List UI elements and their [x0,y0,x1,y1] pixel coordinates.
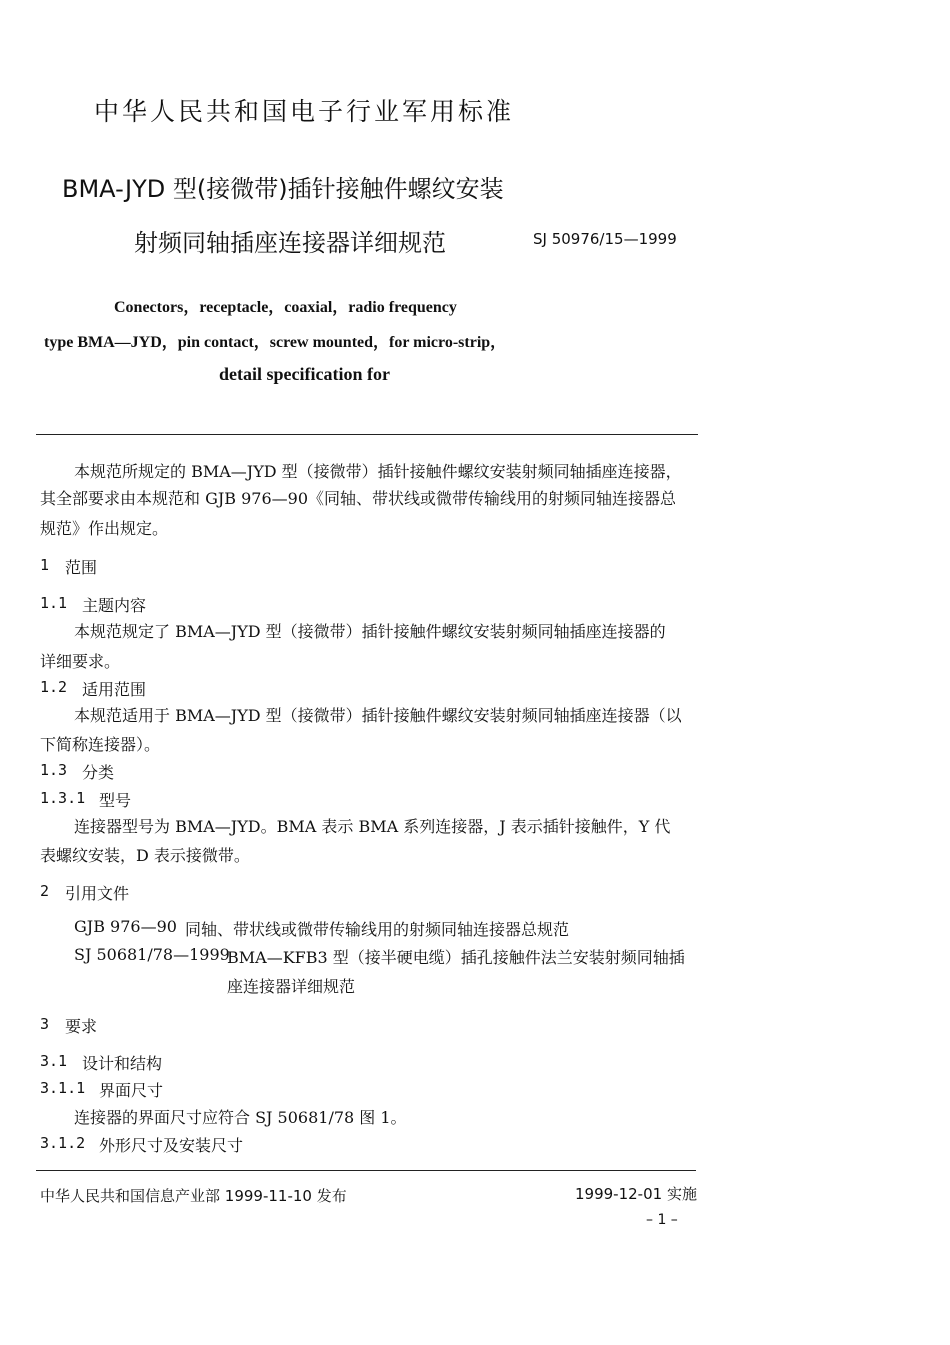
section-3-1-2-number: 3.1.2 [40,1134,86,1152]
section-1-1-title: 主题内容 [82,596,147,615]
section-1-title: 范围 [65,558,98,577]
effective-date: 1999-12-01 实施 [575,1185,697,1203]
section-1-3-1-title: 型号 [99,791,132,810]
section-3-number: 3 [40,1015,50,1033]
section-1-3-1-number: 1.3.1 [40,789,86,807]
english-title-line3: detail specification for [219,364,390,384]
header-divider [36,434,698,435]
section-2-number: 2 [40,882,50,900]
english-title-line1: Conectors，receptacle，coaxial，radio frequency [114,299,457,316]
section-1-3-number: 1.3 [40,761,68,779]
reference-code-1: GJB 976—90 [74,917,177,936]
section-1-3-1-para-line2: 表螺纹安装，D 表示接微带。 [40,846,250,865]
section-1-number: 1 [40,556,50,574]
section-1-1-para-line1: 本规范规定了 BMA—JYD 型（接微带）插针接触件螺纹安装射频同轴插座连接器的 [74,622,666,641]
intro-line1: 本规范所规定的 BMA—JYD 型（接微带）插针接触件螺纹安装射频同轴插座连接器， [74,462,682,481]
section-3-1-1-number: 3.1.1 [40,1079,86,1097]
standard-number: SJ 50976/15—1999 [533,230,677,248]
section-3-title: 要求 [65,1017,98,1036]
section-3-1-2-title: 外形尺寸及安装尺寸 [99,1136,244,1155]
section-1-1-number: 1.1 [40,594,68,612]
page-number: – 1 – [646,1212,678,1228]
intro-line3: 规范》作出规定。 [40,519,169,538]
section-1-2-number: 1.2 [40,678,68,696]
org-title: 中华人民共和国电子行业军用标准 [94,97,515,126]
reference-text-1: 同轴、带状线或微带传输线用的射频同轴连接器总规范 [185,920,570,939]
reference-text-2: BMA—KFB3 型（接半硬电缆）插孔接触件法兰安装射频同轴插 [227,948,685,967]
section-1-3-1-para-line1: 连接器型号为 BMA—JYD。BMA 表示 BMA 系列连接器，J 表示插针接触件，Y 代 [74,817,671,836]
section-1-2-para-line1: 本规范适用于 BMA—JYD 型（接微带）插针接触件螺纹安装射频同轴插座连接器（以 [74,706,682,725]
footer-divider [36,1170,696,1171]
section-3-1-1-para: 连接器的界面尺寸应符合 SJ 50681/78 图 1。 [74,1108,407,1127]
intro-line2: 其全部要求由本规范和 GJB 976—90《同轴、带状线或微带传输线用的射频同轴连接器总 [40,489,677,508]
section-3-1-title: 设计和结构 [82,1054,163,1073]
doc-title-line1: BMA-JYD 型(接微带)插针接触件螺纹安装 [62,175,504,203]
doc-title-line2: 射频同轴插座连接器详细规范 [134,229,446,257]
section-3-1-number: 3.1 [40,1052,68,1070]
section-1-3-title: 分类 [82,763,115,782]
english-title-line2: type BMA—JYD，pin contact，screw mounted，for micro-strip， [44,334,507,351]
section-1-2-para-line2: 下简称连接器）。 [40,735,161,754]
reference-text-2-cont: 座连接器详细规范 [227,977,356,996]
issuer-line: 中华人民共和国信息产业部 1999-11-10 发布 [40,1187,347,1205]
section-2-title: 引用文件 [65,884,130,903]
section-1-1-para-line2: 详细要求。 [40,652,121,671]
section-3-1-1-title: 界面尺寸 [99,1081,164,1100]
reference-code-2: SJ 50681/78—1999 [74,945,230,964]
section-1-2-title: 适用范围 [82,680,147,699]
